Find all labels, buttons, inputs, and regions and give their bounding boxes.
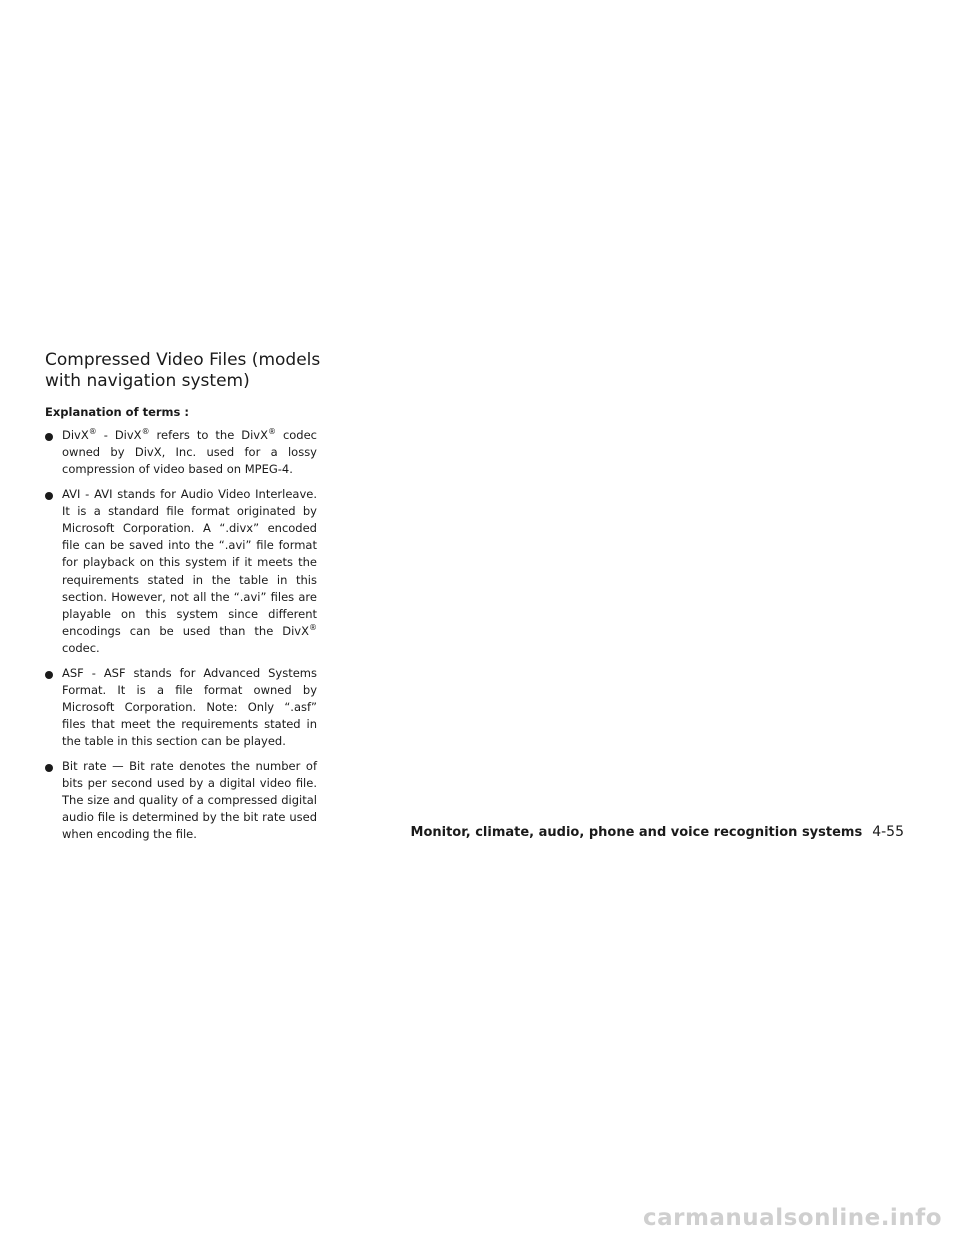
term-text-divx: DivX® - DivX® refers to the DivX® codec owned by DivX, Inc. used for a lossy compression of video based on MPEG-4.	[62, 427, 318, 477]
term-item-asf	[45, 665, 317, 751]
page-footer	[0, 823, 904, 842]
registered-mark: ®	[88, 427, 97, 437]
bullet-icon	[45, 764, 53, 772]
bullet-icon	[45, 671, 53, 679]
watermark-text: carmanualsonline.info	[642, 1205, 942, 1231]
term-text-asf: ASF - ASF stands for Advanced Systems Format. It is a file format owned by Microsoft Corporation. Note: Only “.asf” files that meet the requirements stated in the table in this section can be played.	[62, 665, 317, 749]
bullet-icon	[45, 492, 53, 500]
registered-mark: ®	[141, 427, 150, 437]
footer-page-number: 4-55	[872, 824, 904, 840]
footer-chapter-title: Monitor, climate, audio, phone and voice recognition systems	[410, 825, 863, 840]
term-item-avi	[45, 486, 317, 658]
term-text-avi: AVI - AVI stands for Audio Video Interleave. It is a standard file format originated by Microsoft Corporation. A “.divx” encoded file can be saved into the “.avi” file format for playback on this system if it meets the requirements stated in the table in this section. However, not all the “.avi” files are playable on this system since different encodings can be used than the DivX® codec.	[62, 486, 317, 656]
term-text-bitrate: Bit rate — Bit rate denotes the number of bits per second used by a digital video file. The size and quality of a compressed digital audio file is determined by the bit rate used when encoding the file.	[62, 758, 317, 842]
terms-list	[45, 427, 317, 851]
registered-mark: ®	[309, 623, 317, 633]
term-item-divx	[45, 427, 317, 479]
bullet-icon	[45, 433, 53, 441]
registered-mark: ®	[267, 427, 276, 437]
terms-subheading: Explanation of terms :	[45, 405, 189, 419]
section-title: Compressed Video Files (models with navigation system)	[45, 350, 321, 391]
